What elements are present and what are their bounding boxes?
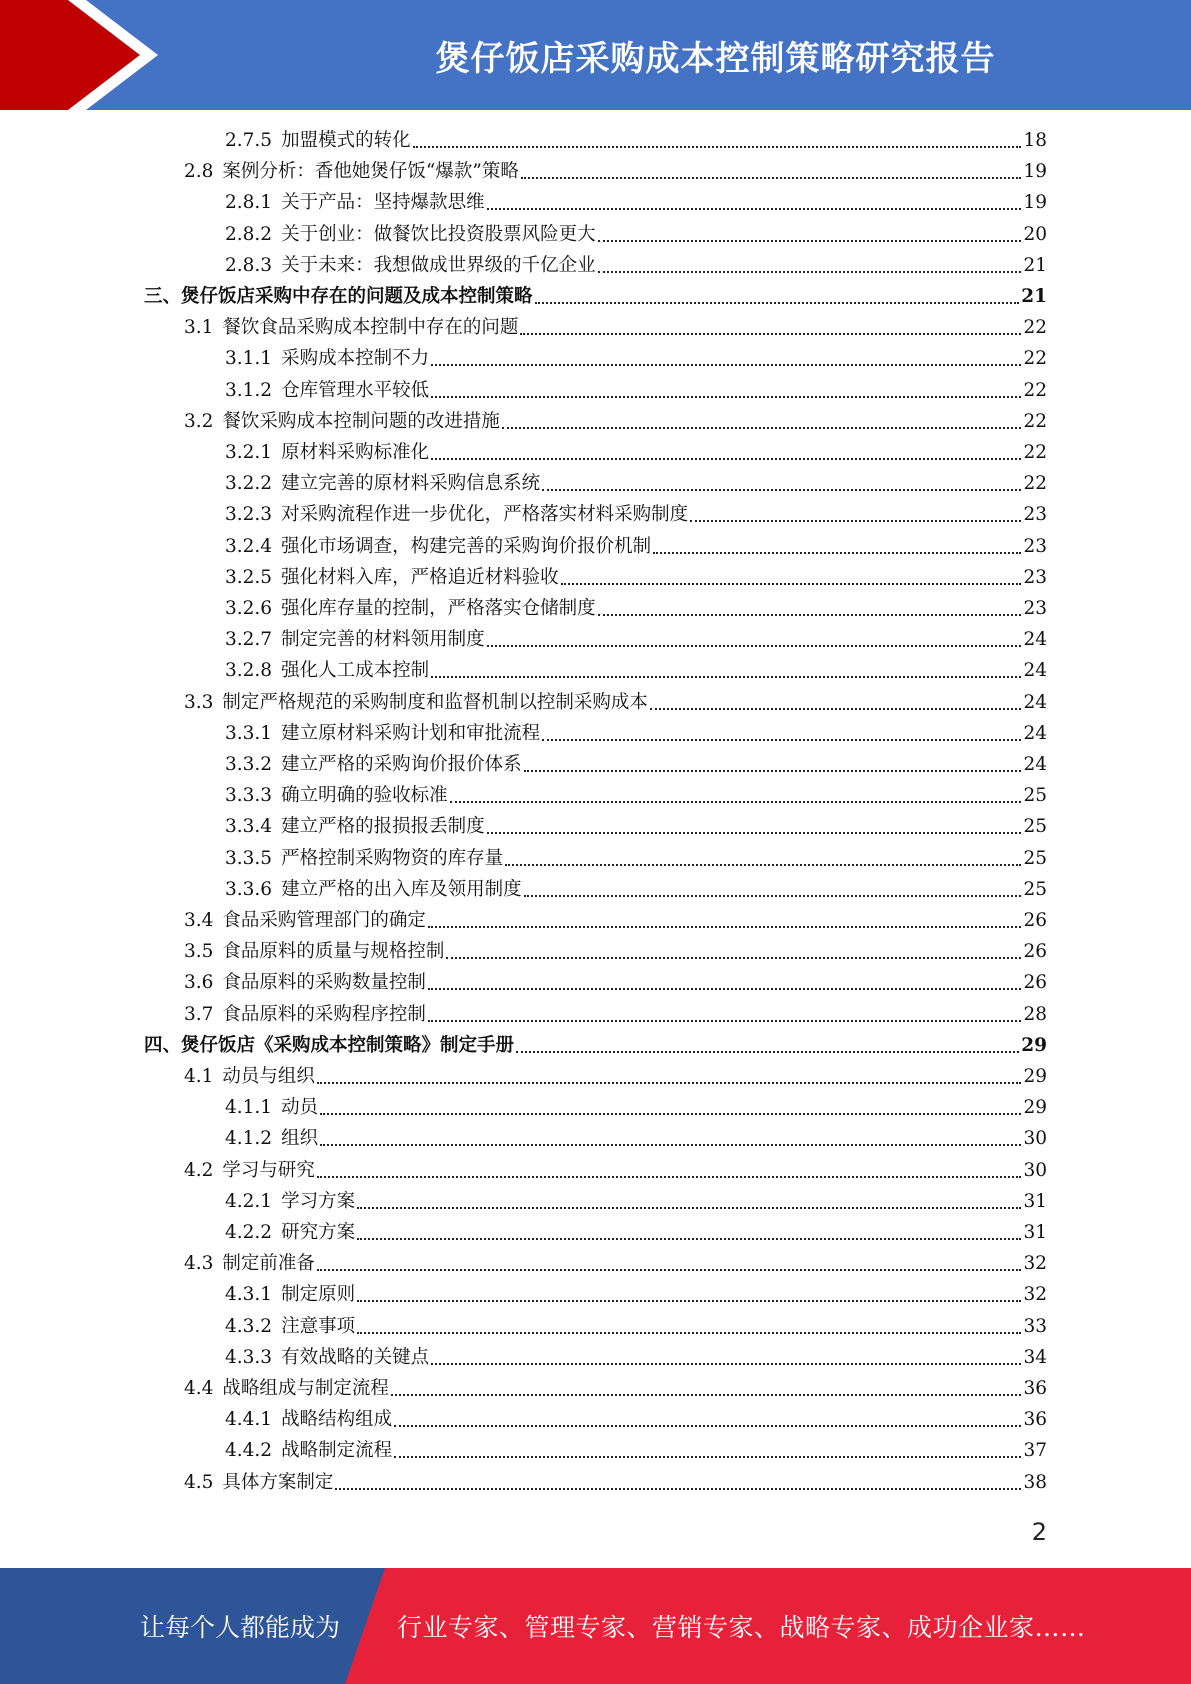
toc-entry[interactable] bbox=[0, 1313, 1047, 1341]
toc-entry-title: 四、煲仔饭店《采购成本控制策略》制定手册 bbox=[144, 1034, 515, 1056]
toc-entry-number: 2.8 bbox=[184, 161, 214, 183]
toc-entry[interactable] bbox=[0, 470, 1047, 498]
toc-entry-page: 19 bbox=[1023, 192, 1047, 214]
toc-entry[interactable] bbox=[0, 127, 1047, 155]
toc-entry-title: 采购成本控制不力 bbox=[281, 348, 430, 370]
toc-entry-number: 3.2.2 bbox=[225, 473, 273, 495]
toc-entry[interactable] bbox=[0, 1344, 1047, 1372]
toc-entry[interactable] bbox=[0, 221, 1047, 249]
toc-entry[interactable] bbox=[0, 720, 1047, 748]
toc-entry-title: 战略结构组成 bbox=[281, 1409, 393, 1431]
toc-entry-number: 3.3.3 bbox=[225, 785, 273, 807]
toc-entry-page: 19 bbox=[1023, 161, 1047, 183]
toc-entry-page: 33 bbox=[1023, 1315, 1047, 1337]
toc-entry-number: 4.3.3 bbox=[225, 1346, 273, 1368]
toc-entry-number: 3.2.5 bbox=[225, 566, 273, 588]
footer-slogan-left: 让每个人都能成为 bbox=[140, 1613, 341, 1642]
toc-entry-title: 建立完善的原材料采购信息系统 bbox=[281, 473, 541, 495]
toc-entry[interactable] bbox=[0, 1094, 1047, 1122]
toc-entry-title: 具体方案制定 bbox=[222, 1471, 334, 1493]
toc-entry-number: 4.1 bbox=[184, 1066, 214, 1087]
toc-entry-title: 建立严格的报损报丢制度 bbox=[281, 816, 485, 838]
toc-entry-page: 32 bbox=[1023, 1284, 1047, 1306]
toc-entry-title: 强化材料入库，严格追近材料验收 bbox=[281, 566, 559, 588]
toc-entry-number: 2.8.1 bbox=[225, 192, 273, 214]
toc-dot-leader bbox=[690, 519, 1021, 522]
toc-entry-title: 关于未来：我想做成世界级的千亿企业 bbox=[281, 254, 596, 276]
toc-entry[interactable] bbox=[0, 1125, 1047, 1153]
toc-dot-leader bbox=[516, 1050, 1019, 1053]
toc-entry[interactable] bbox=[0, 1375, 1047, 1403]
toc-entry-title: 原材料采购标准化 bbox=[281, 442, 430, 463]
toc-dot-leader bbox=[450, 800, 1022, 803]
toc-dot-leader bbox=[320, 1143, 1021, 1146]
toc-entry[interactable] bbox=[0, 751, 1047, 779]
toc-dot-leader bbox=[535, 301, 1020, 304]
toc-dot-leader bbox=[320, 1112, 1021, 1115]
toc-dot-leader bbox=[653, 551, 1021, 554]
toc-entry-page: 36 bbox=[1023, 1378, 1047, 1399]
toc-entry-page: 22 bbox=[1023, 442, 1047, 463]
toc-dot-leader bbox=[431, 675, 1021, 678]
toc-entry-number: 4.2.1 bbox=[225, 1190, 273, 1212]
toc-entry-number: 3.2.6 bbox=[225, 598, 273, 619]
toc-entry-title: 食品原料的采购数量控制 bbox=[222, 972, 426, 994]
toc-dot-leader bbox=[394, 1424, 1021, 1427]
toc-entry[interactable] bbox=[0, 314, 1047, 342]
toc-dot-leader bbox=[524, 894, 1022, 897]
toc-entry-number: 3.2.3 bbox=[225, 504, 273, 526]
toc-entry-title: 强化人工成本控制 bbox=[281, 660, 430, 682]
toc-entry[interactable] bbox=[0, 1437, 1047, 1465]
toc-entry-title: 动员与组织 bbox=[222, 1066, 315, 1087]
toc-entry[interactable] bbox=[0, 408, 1047, 436]
toc-entry-title: 强化库存量的控制，严格落实仓储制度 bbox=[281, 598, 596, 619]
toc-entry-number: 3.2 bbox=[184, 410, 214, 432]
toc-entry-page: 23 bbox=[1023, 598, 1047, 619]
toc-entry-title: 建立严格的出入库及领用制度 bbox=[281, 878, 522, 900]
toc-dot-leader bbox=[317, 1268, 1022, 1271]
toc-entry-page: 22 bbox=[1023, 348, 1047, 370]
toc-entry-number: 4.3.2 bbox=[225, 1315, 273, 1337]
toc-entry-number: 4.4.2 bbox=[225, 1440, 273, 1462]
toc-entry-page: 26 bbox=[1023, 972, 1047, 994]
toc-entry-page: 23 bbox=[1023, 566, 1047, 588]
toc-entry-page: 22 bbox=[1023, 473, 1047, 495]
toc-entry[interactable] bbox=[0, 782, 1047, 810]
toc-dot-leader bbox=[542, 488, 1021, 491]
toc-entry-title: 制定严格规范的采购制度和监督机制以控制采购成本 bbox=[222, 691, 648, 713]
toc-entry-number: 3.1.2 bbox=[225, 379, 273, 401]
toc-dot-leader bbox=[502, 426, 1022, 429]
toc-entry-page: 30 bbox=[1023, 1159, 1047, 1181]
toc-entry-number: 3.4 bbox=[184, 910, 214, 931]
page-header bbox=[0, 0, 1191, 110]
toc-entry-number: 3.3.1 bbox=[225, 722, 273, 744]
toc-dot-leader bbox=[520, 332, 1021, 335]
toc-entry[interactable] bbox=[0, 1032, 1047, 1060]
toc-entry-title: 建立原材料采购计划和审批流程 bbox=[281, 722, 541, 744]
toc-dot-leader bbox=[524, 769, 1022, 772]
toc-entry-page: 31 bbox=[1023, 1190, 1047, 1212]
toc-entry-page: 28 bbox=[1023, 1003, 1047, 1025]
document-title: 煲仔饭店采购成本控制策略研究报告 bbox=[435, 38, 996, 79]
toc-dot-leader bbox=[394, 1455, 1021, 1458]
toc-entry-title: 对采购流程作进一步优化，严格落实材料采购制度 bbox=[281, 504, 689, 526]
toc-entry[interactable] bbox=[0, 595, 1047, 623]
toc-dot-leader bbox=[431, 1362, 1021, 1365]
toc-entry-page: 32 bbox=[1023, 1253, 1047, 1275]
toc-entry-title: 关于产品：坚持爆款思维 bbox=[281, 192, 485, 214]
toc-entry-page: 24 bbox=[1023, 629, 1047, 651]
toc-entry-page: 23 bbox=[1023, 504, 1047, 526]
toc-entry-title: 制定完善的材料领用制度 bbox=[281, 629, 485, 651]
footer-slogan-right: 行业专家、管理专家、营销专家、战略专家、成功企业家…… bbox=[397, 1613, 1086, 1642]
toc-entry[interactable] bbox=[0, 1063, 1047, 1091]
toc-entry-number: 4.3 bbox=[184, 1253, 214, 1275]
toc-entry[interactable] bbox=[0, 533, 1047, 561]
toc-entry-title: 食品原料的质量与规格控制 bbox=[222, 941, 445, 963]
toc-entry-title: 餐饮食品采购成本控制中存在的问题 bbox=[222, 317, 519, 339]
toc-entry-title: 制定前准备 bbox=[222, 1253, 315, 1275]
toc-entry[interactable] bbox=[0, 689, 1047, 717]
toc-dot-leader bbox=[431, 395, 1021, 398]
toc-entry-title: 学习与研究 bbox=[222, 1159, 315, 1181]
toc-dot-leader bbox=[428, 1019, 1022, 1022]
toc-entry-page: 24 bbox=[1023, 754, 1047, 775]
toc-entry-page: 21 bbox=[1023, 254, 1047, 276]
toc-entry-page: 29 bbox=[1023, 1097, 1047, 1119]
toc-dot-leader bbox=[428, 925, 1022, 928]
toc-dot-leader bbox=[391, 1393, 1022, 1396]
toc-dot-leader bbox=[317, 1081, 1022, 1084]
toc-entry[interactable] bbox=[0, 1406, 1047, 1434]
toc-entry-page: 25 bbox=[1023, 785, 1047, 807]
toc-entry-title: 严格控制采购物资的库存量 bbox=[281, 847, 504, 869]
toc-dot-leader bbox=[446, 956, 1021, 959]
toc-entry-title: 战略组成与制定流程 bbox=[222, 1378, 389, 1399]
toc-dot-leader bbox=[505, 863, 1021, 866]
toc-entry[interactable] bbox=[0, 377, 1047, 405]
toc-entry-number: 3.3.6 bbox=[225, 878, 273, 900]
toc-dot-leader bbox=[487, 207, 1022, 210]
toc-entry-page: 26 bbox=[1023, 910, 1047, 931]
page-number: 2 bbox=[1031, 1518, 1047, 1546]
toc-entry-number: 2.8.3 bbox=[225, 254, 273, 276]
toc-entry-number: 4.3.1 bbox=[225, 1284, 273, 1306]
toc-entry[interactable] bbox=[0, 283, 1047, 311]
toc-dot-leader bbox=[357, 1237, 1021, 1240]
toc-dot-leader bbox=[487, 644, 1022, 647]
toc-entry-number: 4.2.2 bbox=[225, 1222, 273, 1243]
toc-entry-page: 36 bbox=[1023, 1409, 1047, 1431]
toc-entry-number: 3.5 bbox=[184, 941, 214, 963]
toc-entry[interactable] bbox=[0, 189, 1047, 217]
toc-entry[interactable] bbox=[0, 813, 1047, 841]
toc-dot-leader bbox=[357, 1299, 1021, 1302]
toc-entry-page: 22 bbox=[1023, 379, 1047, 401]
toc-entry-number: 4.2 bbox=[184, 1159, 214, 1181]
toc-entry-title: 三、煲仔饭店采购中存在的问题及成本控制策略 bbox=[144, 286, 533, 307]
toc-entry[interactable] bbox=[0, 1250, 1047, 1278]
toc-entry-page: 30 bbox=[1023, 1128, 1047, 1150]
toc-entry[interactable] bbox=[0, 969, 1047, 997]
toc-entry-title: 案例分析：香他她煲仔饭“爆款”策略 bbox=[222, 161, 519, 183]
toc-entry-page: 23 bbox=[1023, 535, 1047, 557]
toc-entry-title: 建立严格的采购询价报价体系 bbox=[281, 754, 522, 775]
toc-entry-title: 仓库管理水平较低 bbox=[281, 379, 430, 401]
toc-entry-page: 25 bbox=[1023, 847, 1047, 869]
toc-dot-leader bbox=[317, 1175, 1022, 1178]
toc-dot-leader bbox=[542, 738, 1021, 741]
toc-entry-page: 34 bbox=[1023, 1346, 1047, 1368]
toc-entry[interactable] bbox=[0, 657, 1047, 685]
toc-entry[interactable] bbox=[0, 158, 1047, 186]
toc-entry-page: 38 bbox=[1023, 1471, 1047, 1493]
toc-entry[interactable] bbox=[0, 938, 1047, 966]
toc-dot-leader bbox=[335, 1487, 1021, 1490]
toc-entry-page: 31 bbox=[1023, 1222, 1047, 1243]
toc-dot-leader bbox=[650, 707, 1022, 710]
toc-entry-number: 2.7.5 bbox=[225, 130, 273, 151]
toc-entry[interactable] bbox=[0, 1219, 1047, 1247]
toc-entry[interactable] bbox=[0, 626, 1047, 654]
toc-entry-number: 3.1.1 bbox=[225, 348, 273, 370]
toc-entry-title: 注意事项 bbox=[281, 1315, 356, 1337]
toc-entry-title: 学习方案 bbox=[281, 1190, 356, 1212]
toc-entry-page: 22 bbox=[1023, 410, 1047, 432]
toc-entry-page: 22 bbox=[1023, 317, 1047, 339]
toc-entry-page: 26 bbox=[1023, 941, 1047, 963]
toc-entry[interactable] bbox=[0, 501, 1047, 529]
toc-entry-number: 3.3.2 bbox=[225, 754, 273, 775]
toc-entry-number: 3.2.8 bbox=[225, 660, 273, 682]
toc-entry[interactable] bbox=[0, 252, 1047, 280]
toc-entry-number: 3.6 bbox=[184, 972, 214, 994]
toc-entry-page: 21 bbox=[1021, 286, 1047, 307]
toc-dot-leader bbox=[598, 270, 1022, 273]
toc-entry[interactable] bbox=[0, 876, 1047, 904]
toc-entry-number: 3.2.1 bbox=[225, 442, 273, 463]
toc-entry-number: 3.1 bbox=[184, 317, 214, 339]
toc-dot-leader bbox=[487, 831, 1022, 834]
toc-entry-page: 20 bbox=[1023, 223, 1047, 245]
toc-dot-leader bbox=[431, 363, 1021, 366]
toc-dot-leader bbox=[598, 239, 1022, 242]
toc-dot-leader bbox=[521, 176, 1022, 179]
toc-entry-title: 餐饮采购成本控制问题的改进措施 bbox=[222, 410, 500, 432]
toc-entry[interactable] bbox=[0, 345, 1047, 373]
toc-entry-number: 4.4 bbox=[184, 1378, 214, 1399]
toc-entry-title: 食品采购管理部门的确定 bbox=[222, 910, 426, 931]
toc-entry-number: 3.3.5 bbox=[225, 847, 273, 869]
toc-entry-title: 动员 bbox=[281, 1097, 319, 1119]
toc-entry-page: 25 bbox=[1023, 816, 1047, 838]
toc-dot-leader bbox=[598, 613, 1022, 616]
toc-entry-number: 4.5 bbox=[184, 1471, 214, 1493]
toc-entry-title: 强化市场调查，构建完善的采购询价报价机制 bbox=[281, 535, 652, 557]
toc-entry-page: 24 bbox=[1023, 722, 1047, 744]
toc-entry-title: 战略制定流程 bbox=[281, 1440, 393, 1462]
toc-entry-number: 4.1.1 bbox=[225, 1097, 273, 1119]
toc-entry[interactable] bbox=[0, 1469, 1047, 1497]
toc-entry-number: 3.2.7 bbox=[225, 629, 273, 651]
toc-entry-page: 29 bbox=[1023, 1066, 1047, 1087]
toc-entry-number: 3.3 bbox=[184, 691, 214, 713]
toc-entry-title: 制定原则 bbox=[281, 1284, 356, 1306]
toc-entry-page: 18 bbox=[1023, 130, 1047, 151]
toc-entry-page: 37 bbox=[1023, 1440, 1047, 1462]
toc-dot-leader bbox=[431, 457, 1021, 460]
toc-entry-title: 关于创业：做餐饮比投资股票风险更大 bbox=[281, 223, 596, 245]
page-footer bbox=[0, 1568, 1191, 1684]
toc-entry[interactable] bbox=[0, 907, 1047, 935]
toc-entry[interactable] bbox=[0, 845, 1047, 873]
toc-entry-number: 4.1.2 bbox=[225, 1128, 273, 1150]
toc-entry-number: 2.8.2 bbox=[225, 223, 273, 245]
toc-entry-title: 食品原料的采购程序控制 bbox=[222, 1003, 426, 1025]
toc-entry-number: 4.4.1 bbox=[225, 1409, 273, 1431]
toc-entry-title: 确立明确的验收标准 bbox=[281, 785, 448, 807]
toc-entry-title: 研究方案 bbox=[281, 1222, 356, 1243]
toc-entry[interactable] bbox=[0, 1157, 1047, 1185]
toc-entry-title: 加盟模式的转化 bbox=[281, 130, 411, 151]
toc-entry-number: 3.2.4 bbox=[225, 535, 273, 557]
toc-entry-page: 29 bbox=[1021, 1034, 1047, 1056]
toc-entry[interactable] bbox=[0, 439, 1047, 467]
toc-entry-number: 3.3.4 bbox=[225, 816, 273, 838]
toc-dot-leader bbox=[413, 145, 1022, 148]
toc-entry[interactable] bbox=[0, 1281, 1047, 1309]
toc-entry-page: 24 bbox=[1023, 660, 1047, 682]
toc-dot-leader bbox=[428, 987, 1022, 990]
toc-entry-page: 25 bbox=[1023, 878, 1047, 900]
toc-entry-page: 24 bbox=[1023, 691, 1047, 713]
toc-entry[interactable] bbox=[0, 564, 1047, 592]
toc-entry[interactable] bbox=[0, 1188, 1047, 1216]
toc-entry-title: 组织 bbox=[281, 1128, 319, 1150]
toc-dot-leader bbox=[357, 1331, 1021, 1334]
toc-dot-leader bbox=[357, 1206, 1021, 1209]
toc-dot-leader bbox=[561, 582, 1022, 585]
toc-entry-title: 有效战略的关键点 bbox=[281, 1346, 430, 1368]
toc-entry-number: 3.7 bbox=[184, 1003, 214, 1025]
toc-entry[interactable] bbox=[0, 1001, 1047, 1029]
